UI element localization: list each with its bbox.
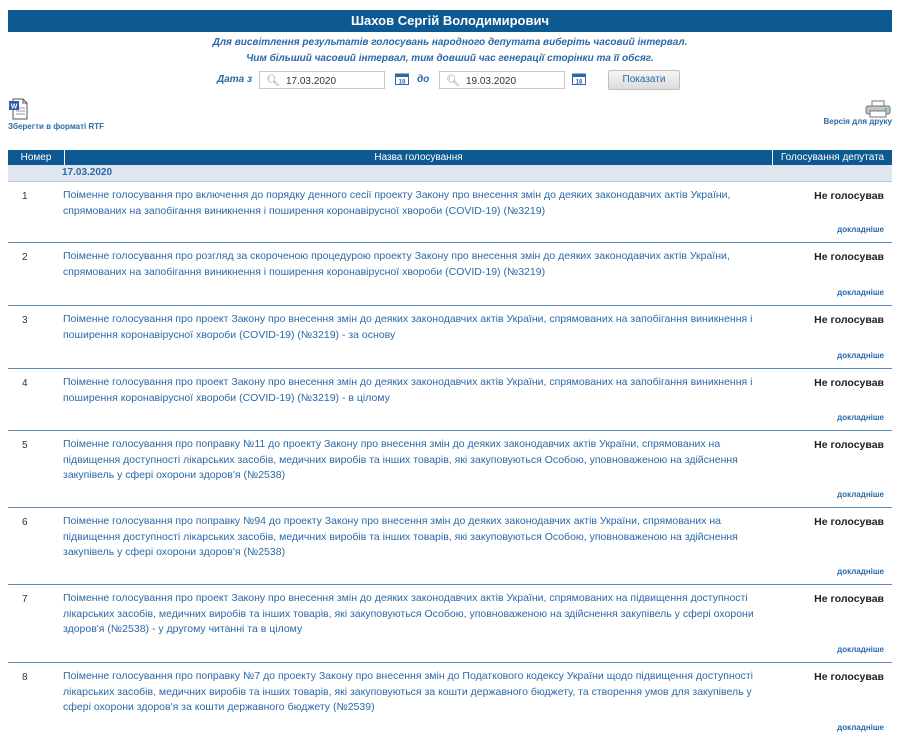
date-to-label: до	[417, 74, 430, 85]
svg-text:18: 18	[398, 79, 406, 85]
table-row	[8, 306, 892, 369]
row-number: 2	[22, 252, 28, 263]
deputy-vote: Не голосував	[814, 377, 884, 389]
votes-table	[8, 150, 892, 739]
row-number: 5	[22, 440, 28, 451]
row-number: 1	[22, 191, 28, 202]
details-link[interactable]: докладніше	[837, 490, 884, 499]
table-row	[8, 585, 892, 663]
hint-text-2: Чим більший часовий інтервал, тим довший час генерації сторінки та її обсяг.	[246, 53, 654, 64]
hint-text-1: Для висвітлення результатів голосувань народного депутата виберіть часовий інтервал.	[212, 37, 688, 48]
details-link[interactable]: докладніше	[837, 351, 884, 360]
table-row	[8, 182, 892, 243]
date-to-value: 19.03.2020	[465, 76, 517, 87]
details-link[interactable]: докладніше	[837, 413, 884, 422]
deputy-vote: Не голосував	[814, 516, 884, 528]
deputy-name-header: Шахов Сергій Володимирович	[8, 10, 892, 32]
vote-title-link[interactable]: Поіменне голосування про проект Закону про внесення змін до деяких законодавчих актів України, спрямованих на запобігання виникнення і поширення коронавірусної хвороби (COVID-19) (№3219) - в цілому	[63, 376, 753, 404]
details-link[interactable]: докладніше	[837, 288, 884, 297]
date-group-row	[8, 165, 892, 182]
deputy-vote: Не голосував	[814, 593, 884, 605]
row-number: 8	[22, 672, 28, 683]
row-number: 4	[22, 378, 28, 389]
vote-title-link[interactable]: Поіменне голосування про поправку №11 до проекту Закону про внесення змін до деяких законодавчих актів України, спрямованих на підвищення доступності лікарських засобів, медичних виробів та інших товарів, які закуповуються Особою, уповноваженою на здійснення закупівель у сфері охорони здоров'я (№2538)	[63, 438, 738, 482]
date-filter	[0, 70, 900, 92]
svg-text:W: W	[10, 103, 18, 111]
column-header-number: Номер	[8, 150, 65, 165]
details-link[interactable]: докладніше	[837, 567, 884, 576]
deputy-vote: Не голосував	[814, 314, 884, 326]
details-link[interactable]: докладніше	[837, 723, 884, 732]
date-to-field[interactable]	[439, 71, 565, 89]
column-header-vote: Голосування депутата	[780, 152, 885, 163]
details-link[interactable]: докладніше	[837, 645, 884, 654]
row-number: 3	[22, 315, 28, 326]
calendar-icon[interactable]	[572, 73, 586, 85]
table-row	[8, 243, 892, 306]
group-date: 17.03.2020	[62, 167, 113, 178]
row-number: 6	[22, 517, 28, 528]
deputy-vote: Не голосував	[814, 190, 884, 202]
vote-title-link[interactable]: Поіменне голосування про поправку №7 до проекту Закону про внесення змін до Податкового кодексу України щодо підвищення доступності лікарських засобів, медичних виробів та інших товарів, які закуповуються за кошти державного бюджету, та створення умов для закупівель у сфері охорони здоров'я за кошти державного бюджету (№2539)	[63, 670, 753, 714]
deputy-vote: Не голосував	[814, 251, 884, 263]
calendar-icon[interactable]	[395, 73, 409, 85]
vote-title-link[interactable]: Поіменне голосування про проект Закону про внесення змін до деяких законодавчих актів України, спрямованих на підвищення доступності лікарських засобів, медичних виробів та інших товарів, які закуповуються Особою, уповноваженою на здійснення закупівель у сфері охорони здоров'я (№2538) - у другому читанні та в цілому	[63, 592, 754, 636]
vote-title-link[interactable]: Поіменне голосування про поправку №94 до проекту Закону про внесення змін до деяких законодавчих актів України, спрямованих на підвищення доступності лікарських засобів, медичних виробів та інших товарів, які закуповуються Особою, уповноваженою на здійснення закупівель у сфері охорони здоров'я (№2538)	[63, 515, 738, 559]
date-from-value: 17.03.2020	[285, 76, 337, 87]
date-from-label: Дата з	[217, 74, 253, 85]
show-button[interactable]: Показати	[608, 70, 680, 90]
vote-title-link[interactable]: Поіменне голосування про розгляд за скороченою процедурою проекту Закону про внесення змін до деяких законодавчих актів України, спрямованих на запобігання виникнення і поширення коронавірусної хвороби (COVID-19) (№3219)	[63, 250, 730, 278]
printer-icon[interactable]	[864, 100, 892, 118]
svg-text:18: 18	[575, 79, 583, 85]
table-row	[8, 431, 892, 508]
table-row	[8, 663, 892, 739]
table-row	[8, 508, 892, 585]
details-link[interactable]: докладніше	[837, 225, 884, 234]
print-version-link[interactable]: Версія для друку	[823, 117, 892, 126]
deputy-vote: Не голосував	[814, 439, 884, 451]
column-header-title: Назва голосування	[65, 150, 773, 165]
search-icon: 🔍︎	[266, 75, 280, 87]
table-header	[8, 150, 892, 165]
vote-title-link[interactable]: Поіменне голосування про проект Закону про внесення змін до деяких законодавчих актів України, спрямованих на запобігання виникнення і поширення коронавірусної хвороби (COVID-19) (№3219) - за основу	[63, 313, 753, 341]
row-number: 7	[22, 594, 28, 605]
search-icon: 🔍︎	[446, 75, 460, 87]
date-from-field[interactable]	[259, 71, 385, 89]
save-rtf-link[interactable]: Зберегти в форматі RTF	[8, 122, 105, 131]
rtf-document-icon[interactable]	[8, 98, 28, 120]
table-row	[8, 369, 892, 431]
vote-title-link[interactable]: Поіменне голосування про включення до порядку денного сесії проекту Закону про внесення змін до деяких законодавчих актів України, спрямованих на запобігання виникнення і поширення коронавірусної хвороби (COVID-19) (№3219)	[63, 189, 731, 217]
deputy-vote: Не голосував	[814, 671, 884, 683]
